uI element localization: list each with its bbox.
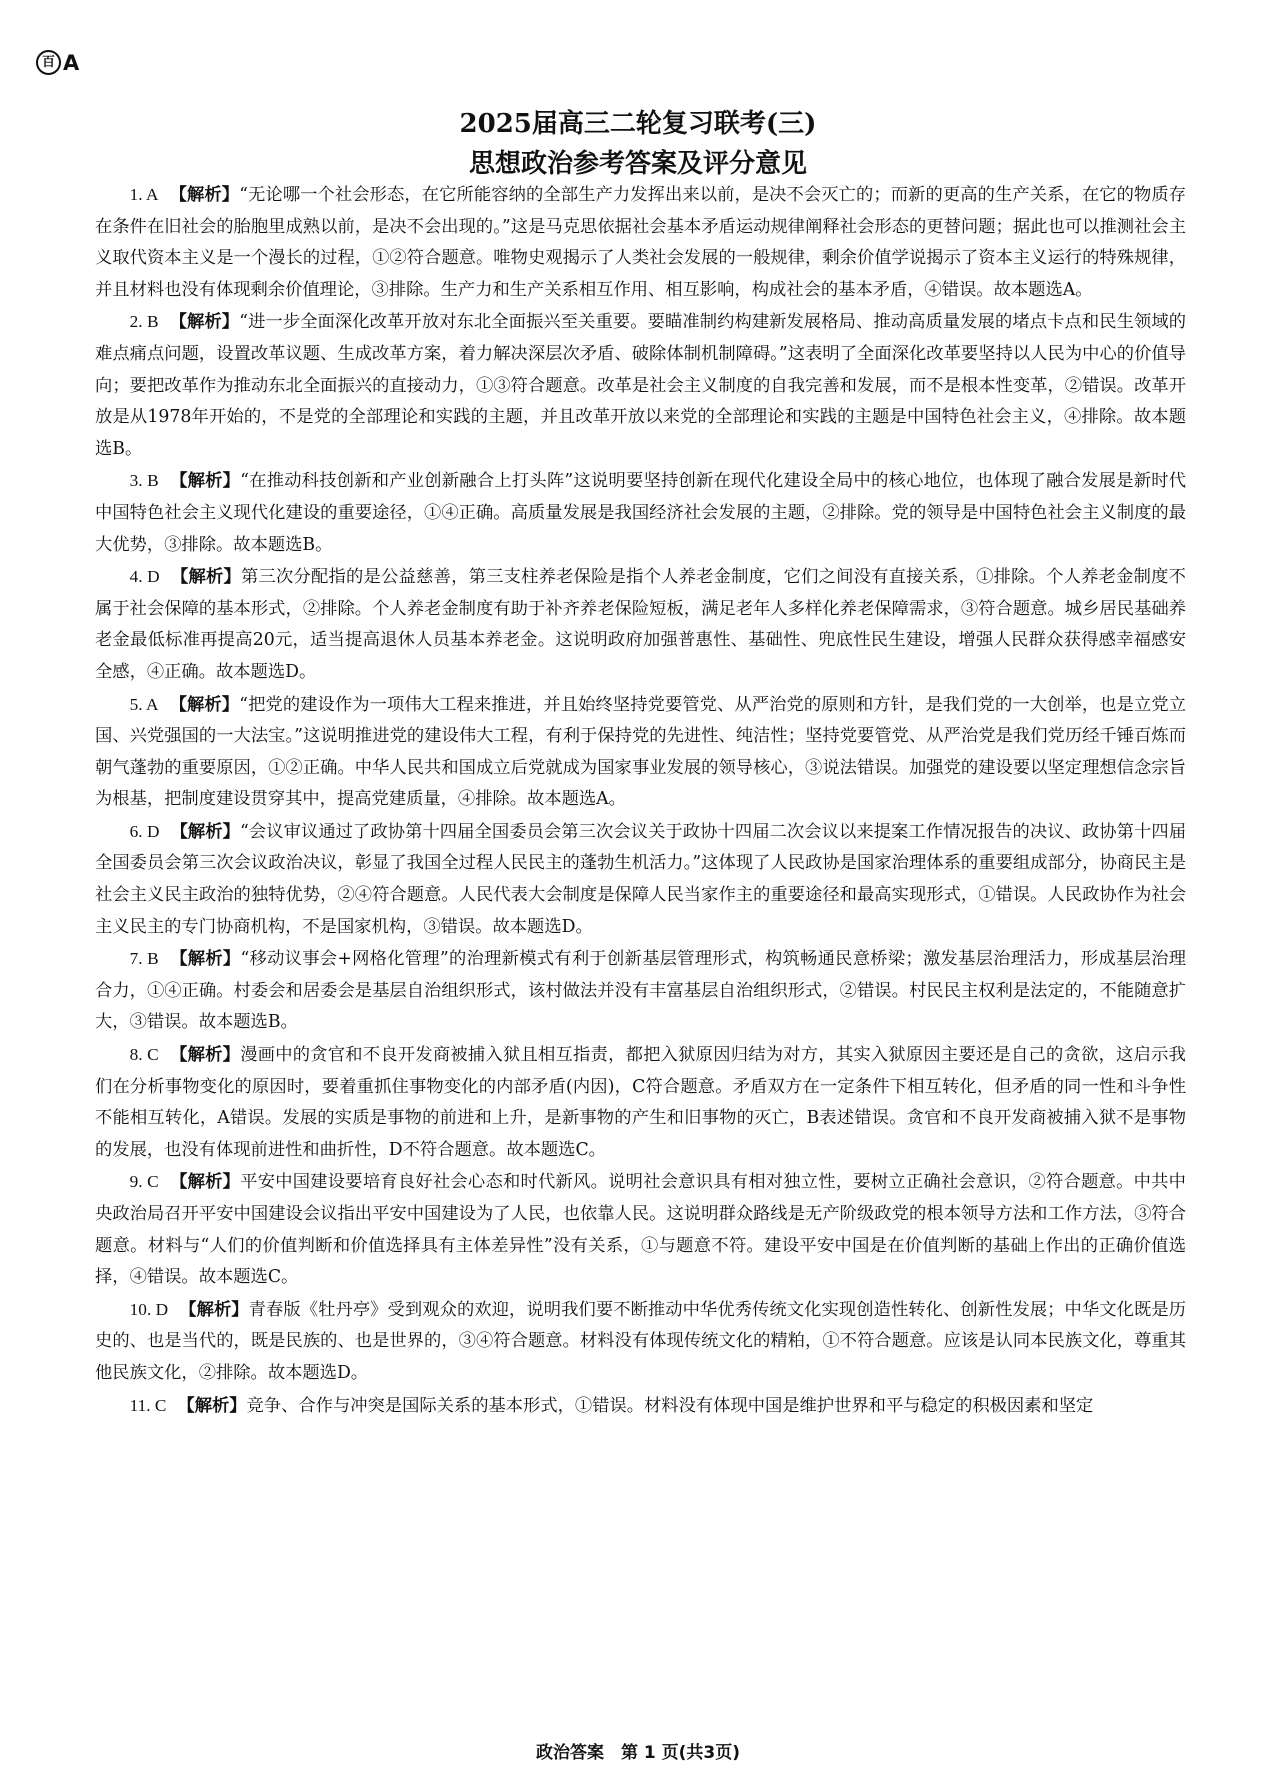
answer-text: 竞争、合作与冲突是国际关系的基本形式，①错误。材料没有体现中国是维护世界和平与稳定的积极因素和坚定 xyxy=(246,1395,1094,1416)
answer-number: 5. A xyxy=(129,694,159,714)
analysis-tag: 【解析】 xyxy=(170,949,241,970)
analysis-tag: 【解析】 xyxy=(169,185,240,205)
analysis-tag: 【解析】 xyxy=(170,471,241,492)
answer-text: 第三次分配指的是公益慈善，第三支柱养老保险是指个人养老金制度，它们之间没有直接关系，①排除。个人养老金制度不属于社会保障的基本形式，②排除。个人养老金制度有助于补齐养老保险短板，满足老年人多样化养老保障需求，③符合题意。城乡居民基础养老金最低标准再提高20元，适当提高退休人员基本养老金。这说明政府加强普惠性、基础性、兜底性民生建设，增强人民群众获得感幸福感安全感，④正确。故本题选D。 xyxy=(95,567,1186,682)
answer-text: 漫画中的贪官和不良开发商被捕入狱且相互指责，都把入狱原因归结为对方，其实入狱原因主要还是自己的贪欲，这启示我们在分析事物变化的原因时，要着重抓住事物变化的内部矛盾(内因)，C符合题意。矛盾双方在一定条件下相互转化，但矛盾的同一性和斗争性不能相互转化，A错误。发展的实质是事物的前进和上升，是新事物的产生和旧事物的灭亡，B表述错误。贪官和不良开发商被捕入狱不是事物的发展，也没有体现前进性和曲折性，D不符合题意。故本题选C。 xyxy=(95,1045,1186,1160)
answer-item-1 xyxy=(95,179,1186,306)
answer-text: “在推动科技创新和产业创新融合上打头阵”这说明要坚持创新在现代化建设全局中的核心地位，也体现了融合发展是新时代中国特色社会主义现代化建设的重要途径，①④正确。高质量发展是我国经济社会发展的主题，②排除。党的领导是中国特色社会主义制度的最大优势，③排除。故本题选B。 xyxy=(95,471,1187,555)
analysis-tag: 【解析】 xyxy=(170,821,240,842)
answer-text: “会议审议通过了政协第十四届全国委员会第三次会议关于政协十四届二次会议以来提案工作情况报告的决议、政协第十四届全国委员会第三次会议政治决议，彰显了我国全过程人民民主的蓬勃生机活力。”这体现了人民政协是国家治理体系的重要组成部分，协商民主是社会主义民主政治的独特优势，②④符合题意。人民代表大会制度是保障人民当家作主的重要途径和最高实现形式，①错误。人民政协作为社会主义民主的专门协商机构，不是国家机构，③错误。故本题选D。 xyxy=(95,821,1186,937)
answer-number: 3. B xyxy=(129,471,159,491)
analysis-tag: 【解析】 xyxy=(177,1395,247,1416)
answer-item-3 xyxy=(95,465,1186,561)
answer-text: 平安中国建设要培育良好社会心态和时代新风。说明社会意识具有相对独立性，要树立正确社会意识，②符合题意。中共中央政治局召开平安中国建设会议指出平安中国建设为了人民，也依靠人民。这说明群众路线是无产阶级政党的根本领导方法和工作方法，③符合题意。材料与“人们的价值判断和价值选择具有主体差异性”没有关系，①与题意不符。建设平安中国是在价值判断的基础上作出的正确价值选择，④错误。故本题选C。 xyxy=(95,1172,1186,1288)
answer-number: 4. D xyxy=(129,567,160,587)
answer-number: 1. A xyxy=(129,185,159,204)
answer-number: 2. B xyxy=(129,312,159,332)
answer-number: 7. B xyxy=(129,949,159,969)
answer-text: “无论哪一个社会形态，在它所能容纳的全部生产力发挥出来以前，是决不会灭亡的；而新的更高的生产关系，在它的物质存在条件在旧社会的胎胞里成熟以前，是决不会出现的。”这是马克思依据社会基本矛盾运动规律阐释社会形态的更替问题；据此也可以推测社会主义取代资本主义是一个漫长的过程，①②符合题意。唯物史观揭示了人类社会发展的一般规律，剩余价值学说揭示了资本主义运行的特殊规律，并且材料也没有体现剩余价值理论，③排除。生产力和生产关系相互作用、相互影响，构成社会的基本矛盾，④错误。故本题选A。 xyxy=(95,185,1186,300)
answer-number: 11. C xyxy=(129,1395,167,1415)
answer-item-11 xyxy=(95,1390,1186,1423)
answer-item-4 xyxy=(95,561,1186,688)
answer-number: 9. C xyxy=(129,1172,159,1192)
answer-text: “把党的建设作为一项伟大工程来推进，并且始终坚持党要管党、从严治党的原则和方针，是我们党的一大创举，也是立党立国、兴党强国的一大法宝。”这说明推进党的建设伟大工程，有利于保持党的先进性、纯洁性；坚持党要管党、从严治党是我们党历经千锤百炼而朝气蓬勃的重要原因，①②正确。中华人民共和国成立后党就成为国家事业发展的领导核心，③说法错误。加强党的建设要以坚定理想信念宗旨为根基，把制度建设贯穿其中，提高党建质量，④排除。故本题选A。 xyxy=(95,694,1186,810)
circle-mark-icon: 百 xyxy=(36,50,61,75)
answer-item-7 xyxy=(95,943,1186,1039)
page-footer: 政治答案 第 1 页(共3页) xyxy=(535,1743,741,1763)
answer-text: “移动议事会+网格化管理”的治理新模式有利于创新基层管理形式，构筑畅通民意桥梁；激发基层治理活力，形成基层治理合力，①④正确。村委会和居委会是基层自治组织形式，该村做法并没有丰富基层自治组织形式，②错误。村民民主权利是法定的，不能随意扩大，③错误。故本题选B。 xyxy=(95,949,1186,1033)
analysis-tag: 【解析】 xyxy=(170,1045,241,1066)
exam-title: 2025届高三二轮复习联考(三) xyxy=(459,109,817,139)
analysis-tag: 【解析】 xyxy=(169,694,240,715)
answer-number: 10. D xyxy=(129,1299,169,1319)
answer-list xyxy=(95,179,1186,1422)
analysis-tag: 【解析】 xyxy=(170,1172,241,1193)
answer-item-10 xyxy=(95,1294,1186,1390)
analysis-tag: 【解析】 xyxy=(179,1299,249,1320)
answer-item-9 xyxy=(95,1166,1186,1293)
answer-number: 6. D xyxy=(129,821,160,841)
answer-number: 8. C xyxy=(129,1045,159,1065)
corner-mark xyxy=(36,50,79,75)
answer-text: 青春版《牡丹亭》受到观众的欢迎，说明我们要不断推动中华优秀传统文化实现创造性转化、创新性发展；中华文化既是历史的、也是当代的，既是民族的、也是世界的，③④符合题意。材料没有体现传统文化的精粕，①不符合题意。应该是认同本民族文化，尊重其他民族文化，②排除。故本题选D。 xyxy=(95,1299,1186,1383)
analysis-tag: 【解析】 xyxy=(169,312,240,333)
answer-item-6 xyxy=(95,816,1186,943)
analysis-tag: 【解析】 xyxy=(171,567,242,588)
answer-item-2 xyxy=(95,306,1186,465)
document-subtitle: 思想政治参考答案及评分意见 xyxy=(468,149,807,179)
answer-text: “进一步全面深化改革开放对东北全面振兴至关重要。要瞄准制约构建新发展格局、推动高质量发展的堵点卡点和民生领域的难点痛点问题，设置改革议题、生成改革方案，着力解决深层次矛盾、破除体制机制障碍。”这表明了全面深化改革要坚持以人民为中心的价值导向；要把改革作为推动东北全面振兴的直接动力，①③符合题意。改革是社会主义制度的自我完善和发展，而不是根本性变革，②错误。改革开放是从1978年开始的，不是党的全部理论和实践的主题，并且改革开放以来党的全部理论和实践的主题是中国特色社会主义，④排除。故本题选B。 xyxy=(95,312,1186,459)
paper-version-letter: A xyxy=(63,50,80,75)
answer-item-8 xyxy=(95,1039,1186,1166)
answer-item-5 xyxy=(95,689,1186,816)
